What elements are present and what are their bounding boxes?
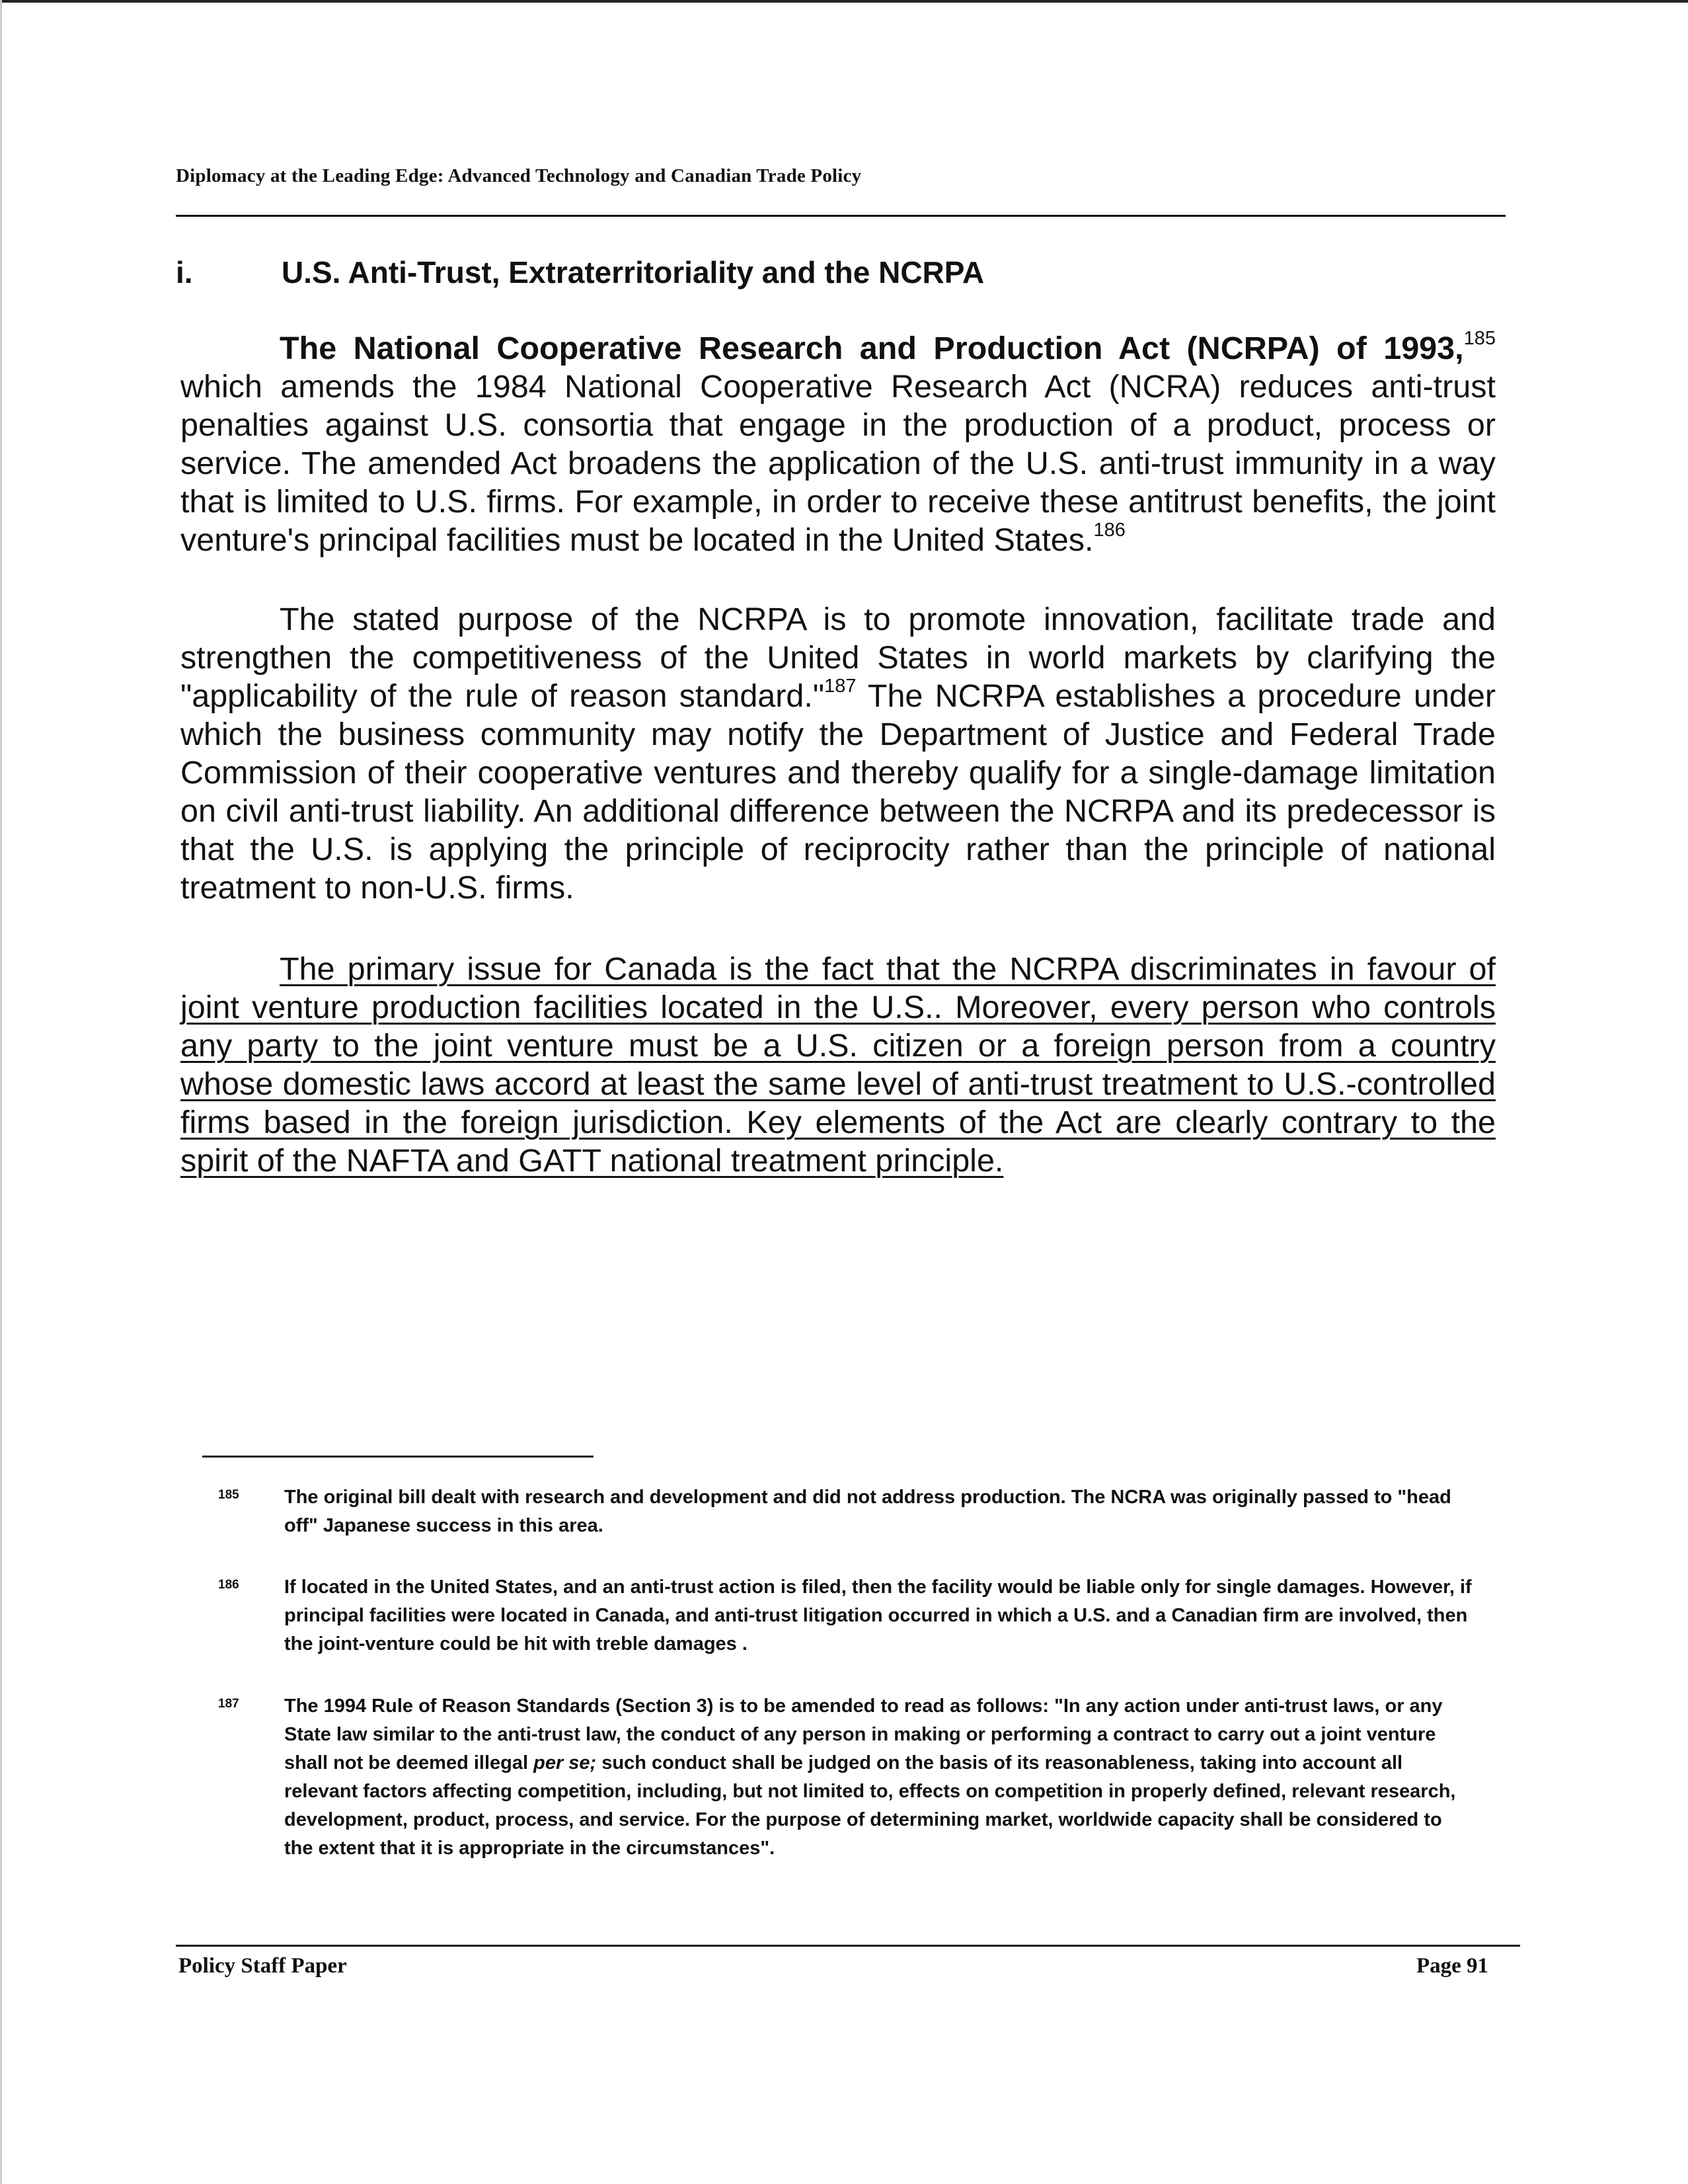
section-title: U.S. Anti-Trust, Extraterritoriality and the NCRPA: [282, 255, 985, 290]
footnote-number: 186: [218, 1578, 239, 1592]
page-number: Page 91: [1416, 1954, 1488, 1978]
footer-rule: [176, 1945, 1520, 1947]
footnote-ref-186[interactable]: 186: [1093, 520, 1126, 541]
footnote-number: 185: [218, 1488, 239, 1502]
paragraph-ncrpa-intro: [180, 329, 1496, 559]
paragraph-canada-issue: The primary issue for Canada is the fact that the NCRPA discriminates in favour of joint venture production facilities located in the U.S.. Moreover, every person who controls any party to the joint venture must be a U.S. citizen or a foreign person from a country whose domestic laws accord at least the same level of anti-trust treatment to U.S.-controlled firms based in the foreign jurisdiction. Key elements of the Act are clearly contrary to the spirit of the NAFTA and GATT national treatment principle.: [180, 951, 1496, 1179]
section-number: i.: [176, 255, 193, 290]
paragraph-body: which amends the 1984 National Cooperative Research Act (NCRA) reduces anti-trust penalties against U.S. consortia that engage in the production of a product, process or service. The amended Act broadens the application of the U.S. anti-trust immunity in a way that is limited to U.S. firms. For example, in order to receive these antitrust benefits, the joint venture's principal facilities must be located in the United States.: [180, 369, 1496, 558]
footnote-ref-187[interactable]: 187: [824, 676, 857, 697]
footnote-rule: [202, 1456, 594, 1458]
header-rule: [176, 215, 1506, 217]
footnote-text: If located in the United States, and an anti-trust action is filed, then the facility would be liable only for single damages. However, if principal facilities were located in Canada, and anti-trust litigation occurred in which a U.S. and a Canadian firm are involved, then the joint-venture could be hit with treble damages .: [284, 1577, 1472, 1655]
footer-publication: Policy Staff Paper: [178, 1954, 347, 1978]
paragraph-ncrpa-purpose: [180, 600, 1496, 907]
footnote-text-part: The 1994 Rule of Reason Standards (Section 3) is to be amended to read as follows: "In any action under anti-trust laws, or any State law similar to the anti-trust law, the conduct of any person in making or performing a contract to carry out a joint venture shall not be deemed illegal: [284, 1696, 1443, 1774]
paragraph-body: The stated purpose of the NCRPA is to promote innovation, facilitate trade and strengthen the competitiveness of the United States in world markets by clarifying the "applicability of the rule of reason standard.": [180, 602, 1496, 714]
footnote-ref-185[interactable]: 185: [1463, 328, 1496, 349]
page-left-edge: [0, 0, 2, 2184]
footnote-text: The original bill dealt with research and development and did not address production. The NCRA was originally passed to "head off" Japanese success in this area.: [284, 1487, 1451, 1536]
footnote-text: [284, 1692, 1474, 1863]
footnote-number: 187: [218, 1697, 239, 1711]
paragraph-lead: The National Cooperative Research and Production Act (NCRPA) of 1993,: [280, 331, 1464, 366]
running-header: Diplomacy at the Leading Edge: Advanced Technology and Canadian Trade Policy: [176, 165, 862, 186]
page-top-edge: [0, 0, 1688, 3]
footnote-text-italic: per se;: [533, 1752, 597, 1774]
footnote-text-part: such conduct shall be judged on the basis of its reasonableness, taking into account all relevant factors affecting competition, including, but not limited to, effects on competition in properly defined, relevant research, development, product, process, and service. For the purpose of determining market, worldwide capacity shall be considered to the extent that it is appropriate in the circumstances".: [284, 1752, 1456, 1859]
paragraph-body: The NCRPA establishes a procedure under which the business community may notify the Department of Justice and Federal Trade Commission of their cooperative ventures and thereby qualify for a single-damage limitation on civil anti-trust liability. An additional difference between the NCRPA and its predecessor is that the U.S. is applying the principle of reciprocity rather than the principle of national treatment to non-U.S. firms.: [180, 678, 1496, 906]
